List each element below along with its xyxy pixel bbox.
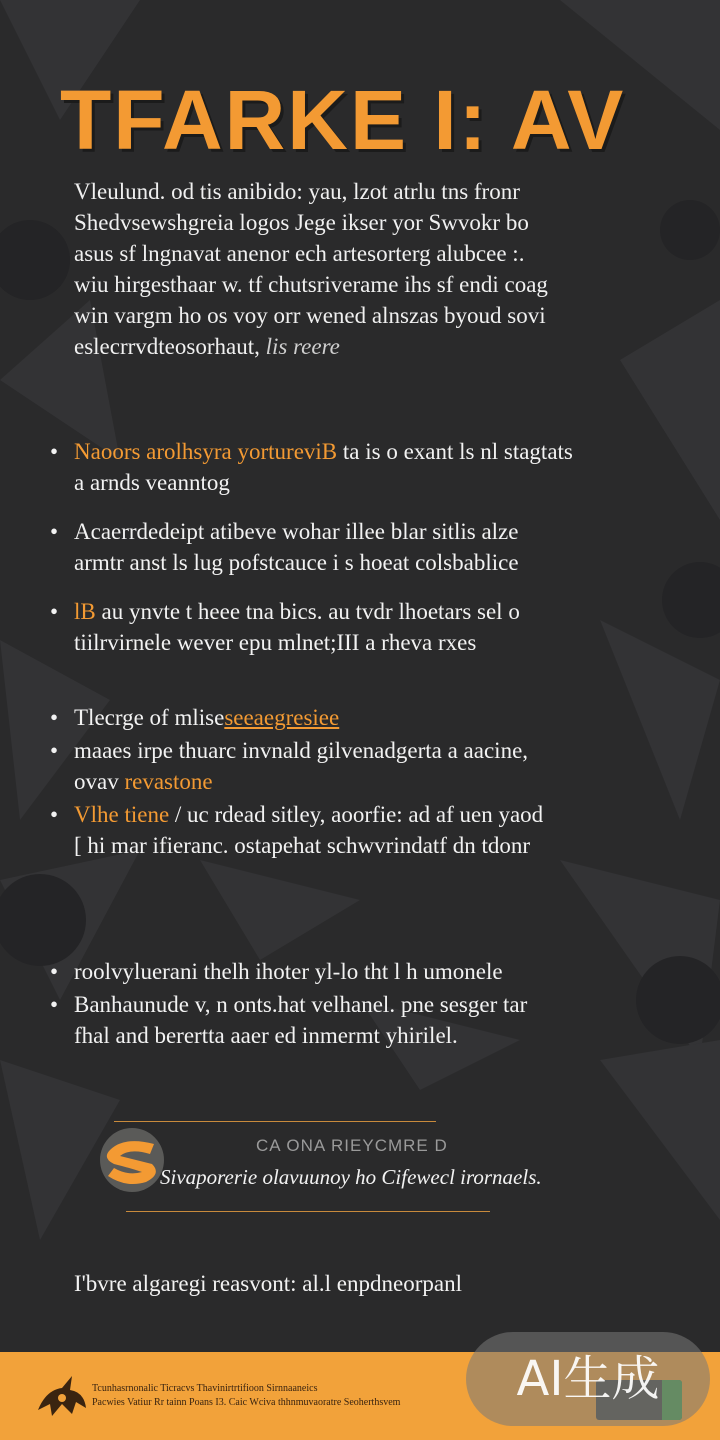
intro-line: Vleulund. od tis anibido: yau, lzot atrlu tns fronr <box>74 179 520 204</box>
intro-line: eslecrrvdteosorhaut, <box>74 334 260 359</box>
list-item-highlight: revastone <box>124 769 213 794</box>
intro-accent: lis reere <box>265 334 340 359</box>
cta-divider-bottom <box>126 1211 490 1212</box>
footer-line: Tcunhasrnonalic Ticracvs Thavinirtrtifioon Sirnnaaneics <box>92 1383 318 1394</box>
list-item-text: au ynvte t heee tna bics. au tvdr lhoetars sel o <box>95 599 520 624</box>
bullet-list-1 <box>50 436 670 676</box>
cta-description: Sivaporerie olavuunoy ho Cifewecl irornaels. <box>160 1165 542 1189</box>
bullet-list-2 <box>50 702 670 863</box>
list-item <box>50 436 670 498</box>
bullet-list-3 <box>50 956 670 1053</box>
footer-logo-icon <box>32 1370 92 1420</box>
intro-line: wiu hirgesthaar w. tf chutsriverame ihs sf endi coag <box>74 272 548 297</box>
list-item-text: Banhaunude v, n onts.hat velhanel. pne sesger tar <box>74 992 528 1017</box>
list-item <box>50 989 670 1051</box>
list-item-text: / uc rdead sitley, aoorfie: ad af uen yaod <box>169 802 544 827</box>
list-item: • roolvyluerani thelh ihoter yl-lo tht l h umonele <box>50 956 670 987</box>
intro-paragraph <box>74 176 664 362</box>
list-item-text: Acaerrdedeipt atibeve wohar illee blar sitlis alze <box>74 519 519 544</box>
list-item <box>50 799 670 861</box>
list-item <box>50 596 670 658</box>
intro-line: asus sf lngnavat anenor ech artesorterg alubcee :. <box>74 241 525 266</box>
page-title: TFARKE I: AV <box>60 73 626 167</box>
list-item-text: armtr anst ls lug pofstcauce i s hoeat colsbablice <box>74 550 519 575</box>
intro-line: win vargm ho os voy orr wened alnszas byoud sovi <box>74 303 546 328</box>
list-item-underlined: seeaegresiee <box>224 705 340 730</box>
list-item-highlight: Naoors arolhsyra yortureviB <box>74 439 338 464</box>
closing-text: I'bvre algaregi reasvont: al.l enpdneorpanl <box>74 1271 462 1296</box>
list-item-highlight: lB <box>74 599 96 624</box>
list-item <box>50 516 670 578</box>
list-item <box>50 702 670 733</box>
cta-title: CA ONA RIEYCMRE D <box>256 1136 448 1155</box>
list-item-text: [ hi mar ifieranc. ostapehat schwvrindatf dn tdonr <box>74 833 531 858</box>
intro-line: Shedvsewshgreia logos Jege ikser yor Swvokr bo <box>74 210 529 235</box>
list-item-text: a arnds veanntog <box>74 470 230 495</box>
list-item-text: fhal and berertta aaer ed inmermt yhirilel. <box>74 1023 458 1048</box>
ai-watermark: AI生成 <box>466 1332 710 1426</box>
footer-line: Pacwies Vatiur Rr tainn Poans I3. Caic Wciva thhnmuvaoratre Seoherthsvem <box>92 1397 401 1408</box>
list-item-text: ta is o exant ls nl stagtats <box>337 439 573 464</box>
list-item-text: maaes irpe thuarc invnald gilvenadgerta a aacine, <box>74 738 529 763</box>
list-item-highlight: Vlhe tiene <box>74 802 170 827</box>
cta-divider-top <box>114 1121 436 1122</box>
list-item-text: tiilrvirnele wever epu mlnet;III a rheva rxes <box>74 630 477 655</box>
list-item-text: Tlecrge of mlise <box>74 705 225 730</box>
list-item <box>50 735 670 797</box>
list-item-text: ovav <box>74 769 125 794</box>
